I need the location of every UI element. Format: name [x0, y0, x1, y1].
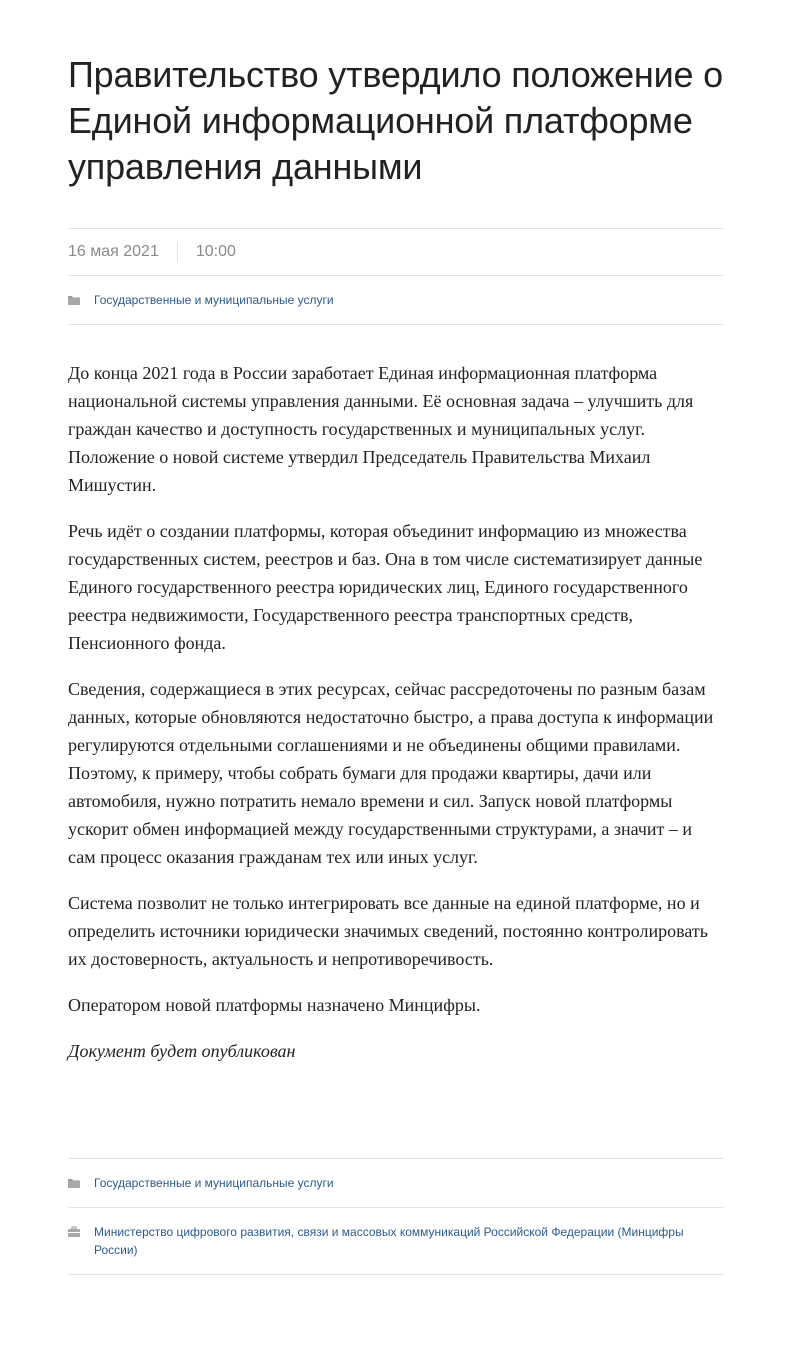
- briefcase-icon: [68, 1226, 80, 1238]
- folder-icon: [68, 294, 80, 306]
- bottom-tags: [68, 1158, 724, 1275]
- article-body: [68, 359, 724, 1065]
- tag-link-ministry[interactable]: Министерство цифрового развития, связи и массовых коммуникаций Российской Федерации (Минцифры России): [94, 1225, 684, 1257]
- tag-link-public-services[interactable]: Государственные и муниципальные услуги: [94, 1176, 334, 1190]
- folder-icon: [68, 1177, 80, 1189]
- publish-date: 16 мая 2021: [68, 242, 178, 262]
- paragraph: До конца 2021 года в России заработает Единая информационная платформа национальной системы управления данными. Её основная задача – улучшить для граждан качество и доступность государственных и муниципальных услуг. Положение о новой системе утвердил Председатель Правительства Михаил Мишустин.: [68, 363, 694, 495]
- closing-note: Документ будет опубликован: [68, 1041, 296, 1061]
- article-title: Правительство утвердило положение о Единой информационной платформе управления данными: [68, 54, 723, 187]
- bottom-tag-row: [68, 1208, 724, 1275]
- paragraph: Сведения, содержащиеся в этих ресурсах, сейчас рассредоточены по разным базам данных, которые обновляются недостаточно быстро, а права доступа к информации регулируются отдельными соглашениями и не объединены общими правилами. Поэтому, к примеру, чтобы собрать бумаги для продажи квартиры, дачи или автомобиля, нужно потратить немало времени и сил. Запуск новой платформы ускорит обмен информацией между государственными структурами, а значит – и сам процесс оказания гражданам тех или иных услуг.: [68, 679, 714, 867]
- paragraph: Речь идёт о создании платформы, которая объединит информацию из множества государственных систем, реестров и баз. Она в том числе систематизирует данные Единого государственного реестра юридических лиц, Единого государственного реестра недвижимости, Государственного реестра транспортных средств, Пенсионного фонда.: [68, 521, 703, 653]
- top-tag-row: [68, 276, 724, 325]
- article-meta: [68, 228, 724, 276]
- paragraph: Система позволит не только интегрировать все данные на единой платформе, но и определить источники юридически значимых сведений, постоянно контролировать их достоверность, актуальность и непротиворечивость.: [68, 893, 708, 969]
- tag-link-public-services[interactable]: Государственные и муниципальные услуги: [94, 293, 334, 307]
- bottom-tag-row: [68, 1159, 724, 1208]
- paragraph: Оператором новой платформы назначено Минцифры.: [68, 995, 481, 1015]
- article: [68, 0, 724, 1257]
- publish-time: 10:00: [195, 243, 236, 260]
